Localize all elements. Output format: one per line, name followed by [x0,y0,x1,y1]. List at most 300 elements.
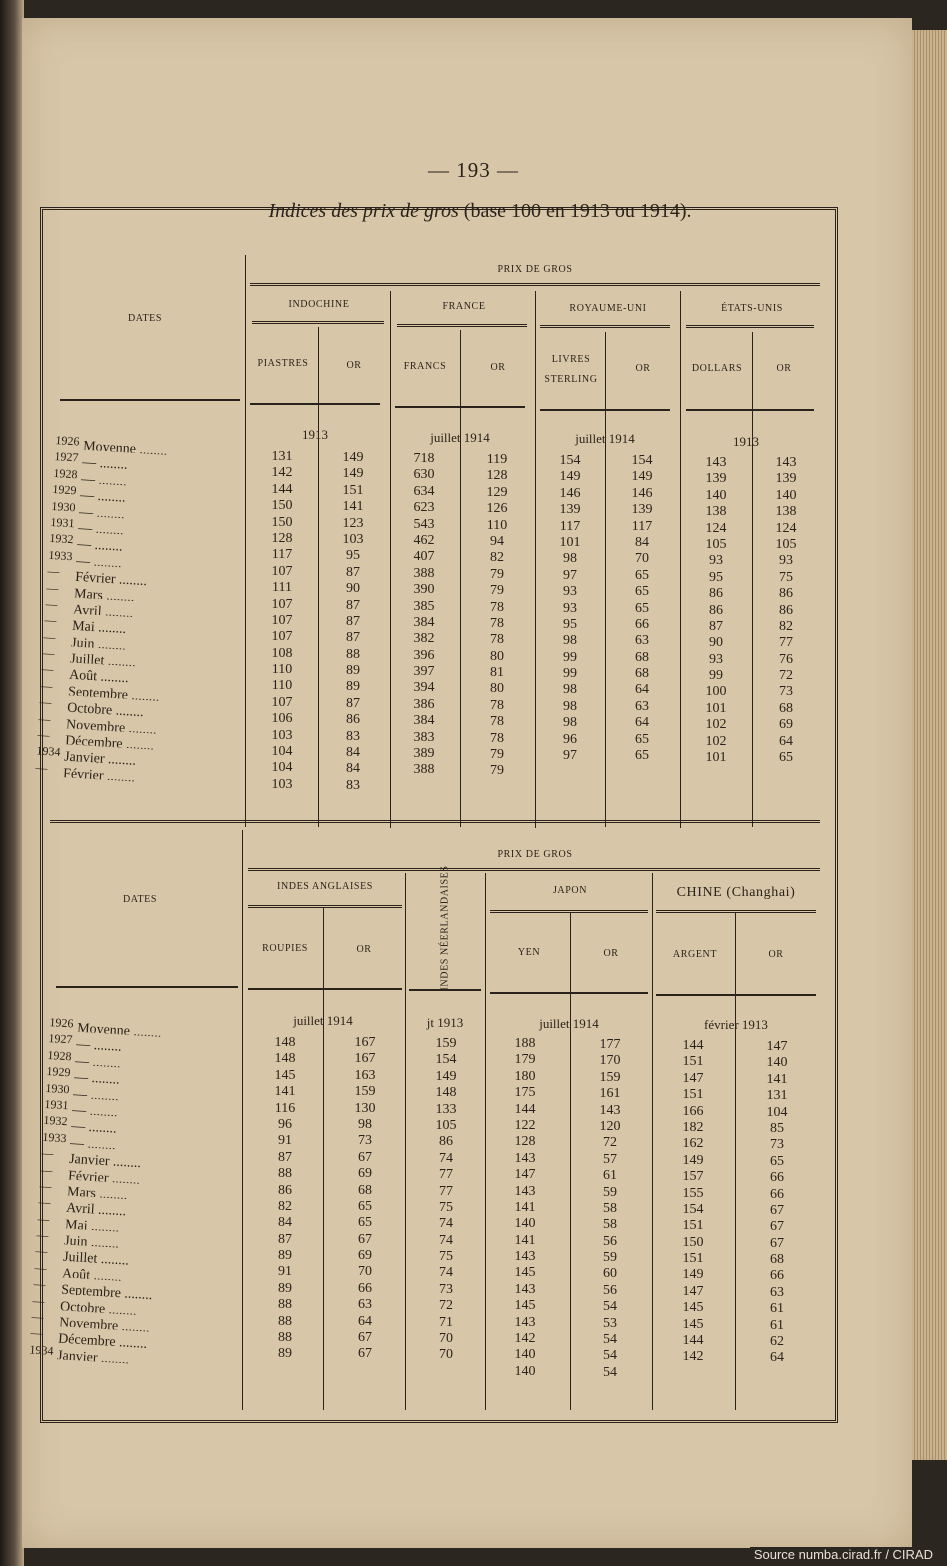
table2-country-indes-neerlandaises: INDES NÉERLANDAISES [439,865,451,991]
table-cell: 67 [770,1219,784,1235]
table-cell: 98 [563,551,577,567]
table-cell: 141 [514,1199,536,1215]
table-cell: 86 [709,586,723,602]
date-year: — [42,645,55,661]
table-cell: 88 [278,1313,292,1329]
table-cell: 98 [358,1116,372,1132]
table2-dates-rule [56,986,238,988]
date-label: — ........ [70,1119,118,1137]
table-cell: 93 [779,553,793,569]
date-year: 1926 [49,1014,74,1031]
table-cell: 131 [766,1088,788,1104]
table-cell: 94 [490,533,504,549]
table1-country-royaume-uni: ROYAUME-UNI [569,303,647,314]
table-cell: 147 [514,1167,536,1183]
table1-divider [390,291,391,828]
date-label: Mars ........ [73,586,135,605]
table1-dates-rule [60,399,240,401]
table2-dates-header: DATES [122,894,158,905]
table-cell: 166 [682,1103,704,1119]
table1-subhead-rule [686,409,814,411]
date-label: — ........ [76,537,124,555]
date-year: — [43,629,56,645]
table-cell: 67 [358,1330,372,1346]
date-year: 1932 [49,531,74,547]
table1-column-piastres [262,449,302,793]
table2-subhead-yen: YEN [517,947,541,958]
table1-country-rule [252,321,384,324]
table-cell: 65 [358,1215,372,1231]
table-cell: 87 [278,1231,292,1247]
table-cell: 88 [278,1330,292,1346]
table-cell: 74 [439,1232,453,1248]
table-cell [404,779,444,795]
table1-country-france: FRANCE [442,301,486,312]
table-cell: 107 [271,694,293,710]
table-cell: 385 [413,598,435,614]
table-cell: 66 [770,1186,784,1202]
table1-subhead-or: OR [346,360,362,371]
date-year: 1931 [44,1096,69,1113]
table-cell: 151 [682,1087,704,1103]
date-label: Janvier ........ [56,1348,130,1368]
table-cell: 83 [346,728,360,744]
table-cell: 95 [709,569,723,585]
table-cell: 97 [563,567,577,583]
table-cell: 130 [354,1100,376,1116]
table-cell: 68 [358,1182,372,1198]
table-cell: 88 [278,1297,292,1313]
table1-subhead-rule [540,409,670,411]
table-cell: 84 [346,745,360,761]
table-cell: 93 [709,553,723,569]
date-label: Octobre ........ [59,1299,138,1319]
table-cell: 157 [682,1169,704,1185]
table-cell: 141 [342,499,364,515]
page-edges [906,30,947,1460]
date-label: Juin ........ [70,635,127,654]
date-year: — [39,694,52,710]
table-cell: 150 [271,498,293,514]
table-cell: 69 [779,717,793,733]
table-cell: 396 [413,647,435,663]
table-cell: 68 [635,666,649,682]
page-number: — 193 — [428,158,519,182]
table-cell: 148 [274,1051,296,1067]
table-cell: 72 [603,1135,617,1151]
date-label: Janvier ........ [68,1151,142,1172]
table-cell: 70 [358,1264,372,1280]
table-cell: 99 [563,649,577,665]
table-cell: 107 [271,596,293,612]
table-cell: 77 [779,635,793,651]
table-cell: 141 [514,1232,536,1248]
table1-country-indochine: INDOCHINE [288,299,350,310]
table-cell: 80 [490,648,504,664]
table-cell: 78 [490,615,504,631]
table-cell: 110 [271,662,293,678]
date-year: — [30,1325,43,1341]
table-cell: 64 [635,715,649,731]
table-cell: 59 [603,1184,617,1200]
table-cell: 96 [278,1116,292,1132]
table-cell: 111 [272,580,292,596]
date-label: Mars ........ [66,1184,128,1204]
table-cell: 142 [514,1331,536,1347]
table-cell: 120 [599,1118,621,1134]
table-cell: 145 [514,1298,536,1314]
table-cell: 97 [563,748,577,764]
table1-subhead-or: OR [776,363,792,374]
table-cell: 83 [346,777,360,793]
table-cell: 70 [439,1331,453,1347]
table2-subhead-or: OR [768,949,784,960]
table2-subhead-argent: ARGENT [672,949,718,960]
table-cell: 78 [490,730,504,746]
table-cell: 68 [635,649,649,665]
table2-divider [485,873,486,1410]
table-cell: 100 [705,684,727,700]
table-cell: 77 [439,1167,453,1183]
date-year: 1927 [48,1031,73,1047]
table-cell: 107 [271,629,293,645]
date-year: 1933 [48,547,73,563]
table-cell: 143 [514,1150,536,1166]
table-cell [345,1363,385,1379]
table-cell: 89 [346,679,360,695]
table-cell: 175 [514,1085,536,1101]
table-cell: 61 [770,1317,784,1333]
table-cell: 634 [413,483,435,499]
table2-column-indes-anglaises-or [345,1035,385,1379]
table-cell: 140 [705,487,727,503]
table-cell: 145 [682,1300,704,1316]
table-cell: 65 [770,1153,784,1169]
table-cell: 79 [490,583,504,599]
date-year: 1933 [42,1129,67,1145]
table-cell: 143 [514,1281,536,1297]
table-cell: 78 [490,599,504,615]
table-cell: 128 [486,468,508,484]
table-cell: 139 [775,471,797,487]
table1-dates-column [35,432,256,788]
table-cell: 65 [358,1198,372,1214]
table2-subhead-rule [409,989,481,991]
table-cell: 131 [271,449,293,464]
table-cell: 105 [775,536,797,552]
date-year: — [37,727,50,743]
table1-sub-divider [318,327,319,827]
table2-subhead-rule [656,994,816,996]
table-cell: 65 [635,600,649,616]
table-cell: 95 [346,548,360,564]
table-cell: 66 [358,1280,372,1296]
table2-divider [652,873,653,1410]
table-cell: 80 [490,681,504,697]
table-cell: 143 [514,1314,536,1330]
table-cell: 89 [346,663,360,679]
table2-subhead-roupies: ROUPIES [262,943,308,954]
table1-group-header: PRIX DE GROS [497,264,573,275]
table-cell: 148 [435,1085,457,1101]
table-cell: 151 [342,482,364,498]
table1-country-rule [686,325,814,328]
table2-base-japon: juillet 1914 [539,1016,599,1031]
table-cell: 88 [278,1166,292,1182]
table-cell: 143 [514,1249,536,1265]
table-cell: 151 [682,1251,704,1267]
table-cell: 108 [271,645,293,661]
table-cell: 129 [486,484,508,500]
date-year: — [40,678,53,694]
table-cell: 54 [603,1364,617,1380]
table1-subhead-piastres: PIASTRES [257,358,309,369]
table-cell: 101 [705,700,727,716]
date-label: Juillet ........ [62,1250,130,1270]
table-cell: 103 [271,776,293,792]
table1-group-rule [250,283,820,286]
table-cell: 79 [490,763,504,779]
date-year: — [31,1309,44,1325]
table-cell: 123 [342,515,364,531]
table1-subhead-livres-sterling: LIVRES STERLING [544,354,598,385]
table-cell: 74 [439,1216,453,1232]
table1-subhead-dollars: DOLLARS [691,363,743,374]
table-cell: 89 [278,1280,292,1296]
table-cell: 86 [779,586,793,602]
table-cell: 64 [779,733,793,749]
table-cell [696,783,736,799]
table-cell: 147 [682,1070,704,1086]
table-cell: 63 [635,633,649,649]
table1-column-france-or [477,452,517,796]
table-cell: 154 [682,1201,704,1217]
table2-base-chine: février 1913 [704,1017,768,1032]
table1-subhead-or: OR [635,363,651,374]
date-year: 1928 [53,465,78,482]
date-year: — [38,711,51,726]
table-cell: 69 [358,1166,372,1182]
table-cell: 140 [514,1363,536,1379]
table2-country-rule [656,910,816,913]
table-cell: 177 [599,1037,621,1052]
table-cell: 117 [631,518,653,534]
date-label: — ........ [71,1102,119,1121]
table-cell: 145 [514,1265,536,1281]
date-label: — ........ [77,520,125,539]
title-base: (base 100 en 1913 ou 1914). [463,200,692,222]
table-cell: 718 [413,451,435,466]
table-cell: 382 [413,631,435,647]
date-label: — ........ [69,1135,117,1154]
table2-subhead-rule [248,988,402,990]
table-cell: 116 [274,1100,296,1116]
table-cell: 90 [709,635,723,651]
table-cell: 75 [779,569,793,585]
table2-column-yen [505,1036,545,1380]
book-spine [0,0,24,1566]
table-cell: 139 [631,502,653,518]
table-cell: 91 [278,1133,292,1149]
table-cell: 65 [779,750,793,766]
date-label: Décembre ........ [57,1331,148,1353]
date-label: — ........ [74,1053,122,1072]
table-cell: 388 [413,565,435,581]
date-year: 1929 [46,1064,71,1080]
table2-column-roupies [265,1035,305,1379]
table-cell: 91 [278,1264,292,1280]
date-year: 1931 [50,514,75,531]
table-cell: 107 [271,612,293,628]
table-cell: 140 [514,1216,536,1232]
table-cell: 384 [413,614,435,630]
table-cell [766,783,806,799]
table2-divider [405,873,406,1410]
table-cell: 74 [439,1265,453,1281]
date-year: — [34,1260,47,1276]
table-cell: 161 [599,1086,621,1102]
table-cell: 69 [358,1248,372,1264]
table-cell: 78 [490,714,504,730]
table2-sub-divider [735,913,736,1410]
date-label: Septembre ........ [67,684,160,706]
table-cell: 141 [766,1071,788,1087]
table2-country-rule [490,910,648,913]
table-cell: 65 [635,584,649,600]
table-cell: 66 [770,1170,784,1186]
table-cell: 65 [635,567,649,583]
date-year: — [46,580,59,595]
table-cell: 104 [766,1104,788,1120]
date-year: — [40,1162,53,1177]
table-cell: 144 [271,481,293,497]
table1-column-etats-unis-or [766,455,806,799]
date-year: — [33,1276,46,1292]
table-cell: 77 [439,1183,453,1199]
table2-subhead-or: OR [356,944,372,955]
table-cell: 140 [766,1055,788,1071]
table-cell: 122 [514,1117,536,1133]
table-cell: 73 [770,1137,784,1153]
date-label: — ........ [73,1070,121,1088]
table-cell: 390 [413,582,435,598]
table-cell: 59 [603,1250,617,1266]
table-cell: 154 [631,453,653,468]
table1-subhead-rule [250,403,380,405]
date-label: Novembre ........ [58,1315,151,1337]
date-year: 1932 [43,1113,68,1129]
table-cell: 70 [635,551,649,567]
table-cell: 76 [779,651,793,667]
table-cell: 72 [779,668,793,684]
source-credit: Source numba.cirad.fr / CIRAD [750,1547,937,1562]
table-cell: 87 [709,618,723,634]
table-cell: 73 [358,1133,372,1149]
table-cell: 87 [346,630,360,646]
table-cell: 79 [490,747,504,763]
table-cell: 117 [559,518,581,534]
table-cell: 78 [490,632,504,648]
table-cell: 68 [779,700,793,716]
date-label: Novembre ........ [65,717,158,738]
table1-subhead-or: OR [490,362,506,373]
table-cell: 79 [490,566,504,582]
table-cell [696,766,736,782]
date-label: — ........ [75,1037,123,1056]
table-cell: 144 [682,1333,704,1349]
date-label: Septembre ........ [60,1282,153,1304]
date-label: — ........ [75,553,123,572]
table-cell [426,1364,466,1380]
date-year: — [36,1227,49,1243]
table-cell: 149 [631,469,653,485]
table-cell: 96 [563,731,577,747]
table-cell: 56 [603,1233,617,1249]
table-cell: 179 [514,1052,536,1068]
date-year: — [32,1293,45,1308]
table-cell: 110 [486,517,508,533]
table-cell: 93 [709,651,723,667]
table-cell: 143 [705,455,727,470]
table-cell: 61 [770,1301,784,1317]
table-cell: 149 [435,1068,457,1084]
table-cell: 110 [271,678,293,694]
table-cell: 85 [770,1120,784,1136]
table-cell: 104 [271,760,293,776]
table-cell: 87 [278,1149,292,1165]
table-cell: 145 [274,1067,296,1083]
table1-subhead-rule [395,406,525,408]
table-cell: 73 [779,684,793,700]
table-cell: 93 [563,600,577,616]
table-cell: 75 [439,1249,453,1265]
table-cell: 386 [413,696,435,712]
date-label: — ........ [72,1086,120,1105]
table-cell: 107 [271,563,293,579]
table-cell: 53 [603,1315,617,1331]
table-cell: 133 [435,1101,457,1117]
table-cell: 104 [271,744,293,760]
table-cell: 56 [603,1282,617,1298]
table-cell: 143 [599,1102,621,1118]
table-cell: 58 [603,1200,617,1216]
table-cell [766,766,806,782]
table-cell: 102 [705,717,727,733]
table-cell: 106 [271,711,293,727]
date-year: — [47,563,60,579]
table-cell: 462 [413,532,435,548]
table-cell: 66 [770,1268,784,1284]
table-cell: 143 [514,1183,536,1199]
date-year: 1927 [54,449,79,465]
table-cell: 150 [682,1234,704,1250]
table1-base-indochine: 1913 [302,427,328,442]
table-cell: 81 [490,665,504,681]
table-cell: 98 [563,715,577,731]
table-cell: 159 [599,1069,621,1085]
table-cell: 149 [342,466,364,482]
table-cell: 139 [559,502,581,518]
date-label: Août ........ [61,1266,122,1286]
table-cell: 72 [439,1298,453,1314]
table-cell: 101 [559,534,581,550]
table1-column-livres [550,453,590,797]
table-cell: 98 [563,682,577,698]
table-cell: 60 [603,1266,617,1282]
table-cell: 407 [413,549,435,565]
table-cell: 167 [354,1035,376,1050]
table1-country-etats-unis: ÉTATS-UNIS [721,303,783,314]
